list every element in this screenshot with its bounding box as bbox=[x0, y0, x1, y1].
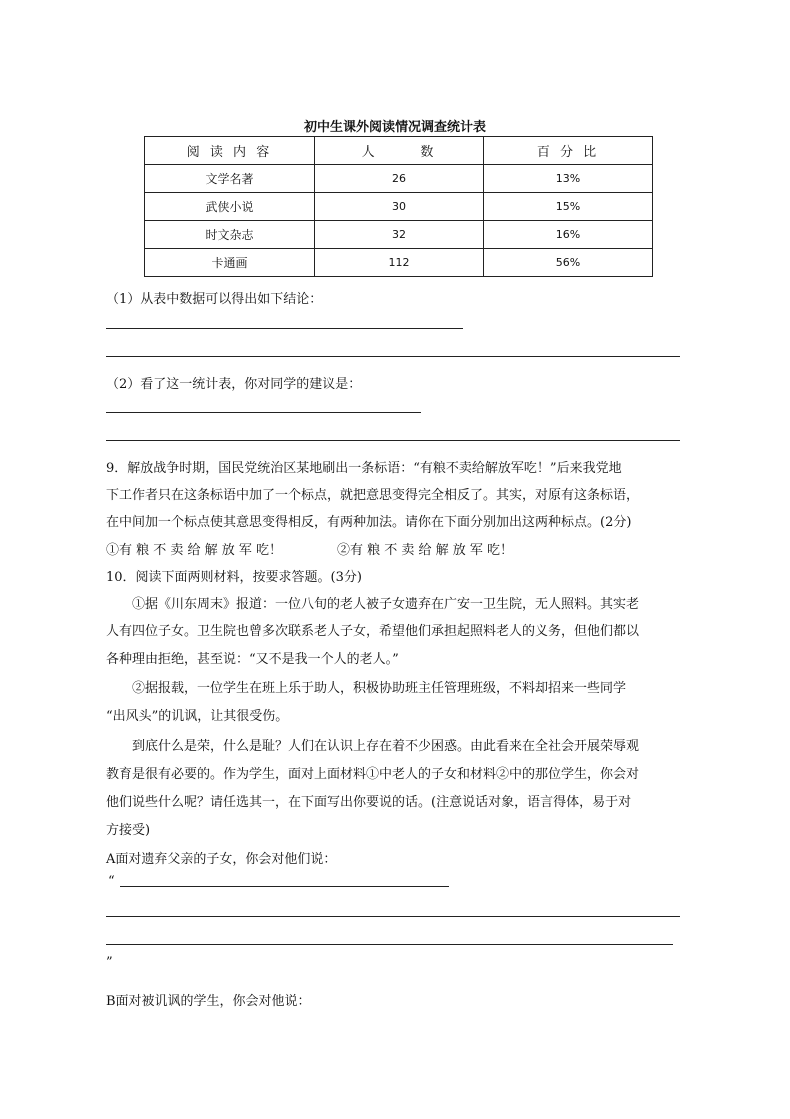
question-9-option-1: ①有 粮 不 卖 给 解 放 军 吃！ bbox=[106, 543, 283, 558]
option-a-prompt: A面对遗弃父亲的子女，你会对他们说： bbox=[106, 852, 337, 867]
material-1-line: ①据《川东周末》报道：一位八旬的老人被子女遗弃在广安一卫生院，无人照料。其实老 bbox=[132, 597, 640, 612]
header-content: 阅 读 内 容 bbox=[145, 137, 315, 165]
row-percent: 13% bbox=[484, 165, 653, 193]
answer-line[interactable] bbox=[106, 440, 680, 441]
material-1-line: 各种理由拒绝，甚至说：“又不是我一个人的老人。” bbox=[106, 652, 399, 667]
row-count: 30 bbox=[315, 193, 484, 221]
material-1-line: 人有四位子女。卫生院也曾多次联系老人子女，希望他们承担起照料老人的义务，但他们都以 bbox=[106, 624, 640, 639]
prompt-paragraph-line: 他们说些什么呢？请任选其一，在下面写出你要说的话。(注意说话对象，语言得体，易于对 bbox=[106, 795, 632, 810]
prompt-paragraph-line: 教育是很有必要的。作为学生，面对上面材料①中老人的子女和材料②中的那位学生，你会对 bbox=[106, 767, 640, 782]
answer-line[interactable] bbox=[106, 328, 463, 329]
reading-survey-table bbox=[144, 136, 653, 277]
row-content: 武侠小说 bbox=[145, 193, 315, 221]
material-2-line: ②据报载，一位学生在班上乐于助人，积极协助班主任管理班级，不料却招来一些同学 bbox=[132, 681, 627, 696]
row-percent: 56% bbox=[484, 249, 653, 277]
table-row bbox=[145, 193, 653, 221]
row-percent: 15% bbox=[484, 193, 653, 221]
question-10-heading: 10．阅读下面两则材料，按要求答题。(3分) bbox=[106, 570, 362, 585]
table-row bbox=[145, 165, 653, 193]
row-count: 112 bbox=[315, 249, 484, 277]
prompt-paragraph-line: 方接受) bbox=[106, 823, 151, 838]
row-content: 卡通画 bbox=[145, 249, 315, 277]
answer-line[interactable] bbox=[106, 944, 673, 945]
question-9-line: 下工作者只在这条标语中加了一个标点，就把意思变得完全相反了。其实，对原有这条标语， bbox=[106, 488, 640, 503]
material-2-line: “出风头”的讥讽，让其很受伤。 bbox=[106, 709, 289, 724]
question-9-line: 9．解放战争时期，国民党统治区某地刷出一条标语：“有粮不卖给解放军吃！”后来我党地 bbox=[106, 461, 622, 476]
open-quote: “ bbox=[108, 874, 115, 889]
table-row bbox=[145, 249, 653, 277]
table-header-row bbox=[145, 137, 653, 165]
option-b-prompt: B面对被讥讽的学生，你会对他说： bbox=[106, 994, 311, 1009]
question-1-prompt: （1）从表中数据可以得出如下结论： bbox=[106, 292, 323, 307]
row-count: 26 bbox=[315, 165, 484, 193]
row-content: 时文杂志 bbox=[145, 221, 315, 249]
question-9-line: 在中间加一个标点使其意思变得相反，有两种加法。请你在下面分别加出这两种标点。(2分) bbox=[106, 515, 632, 530]
question-2-prompt: （2）看了这一统计表，你对同学的建议是： bbox=[106, 377, 362, 392]
answer-line[interactable] bbox=[120, 886, 449, 887]
answer-line[interactable] bbox=[106, 412, 421, 413]
row-percent: 16% bbox=[484, 221, 653, 249]
answer-line[interactable] bbox=[106, 356, 680, 357]
table-title: 初中生课外阅读情况调查统计表 bbox=[303, 120, 486, 135]
row-count: 32 bbox=[315, 221, 484, 249]
table-row bbox=[145, 221, 653, 249]
row-content: 文学名著 bbox=[145, 165, 315, 193]
header-count: 人 数 bbox=[315, 137, 484, 165]
question-9-option-2: ②有 粮 不 卖 给 解 放 军 吃！ bbox=[337, 543, 514, 558]
close-quote: ” bbox=[106, 955, 113, 970]
prompt-paragraph-line: 到底什么是荣，什么是耻？人们在认识上存在着不少困惑。由此看来在全社会开展荣辱观 bbox=[132, 739, 640, 754]
header-percent: 百 分 比 bbox=[484, 137, 653, 165]
answer-line[interactable] bbox=[106, 916, 680, 917]
